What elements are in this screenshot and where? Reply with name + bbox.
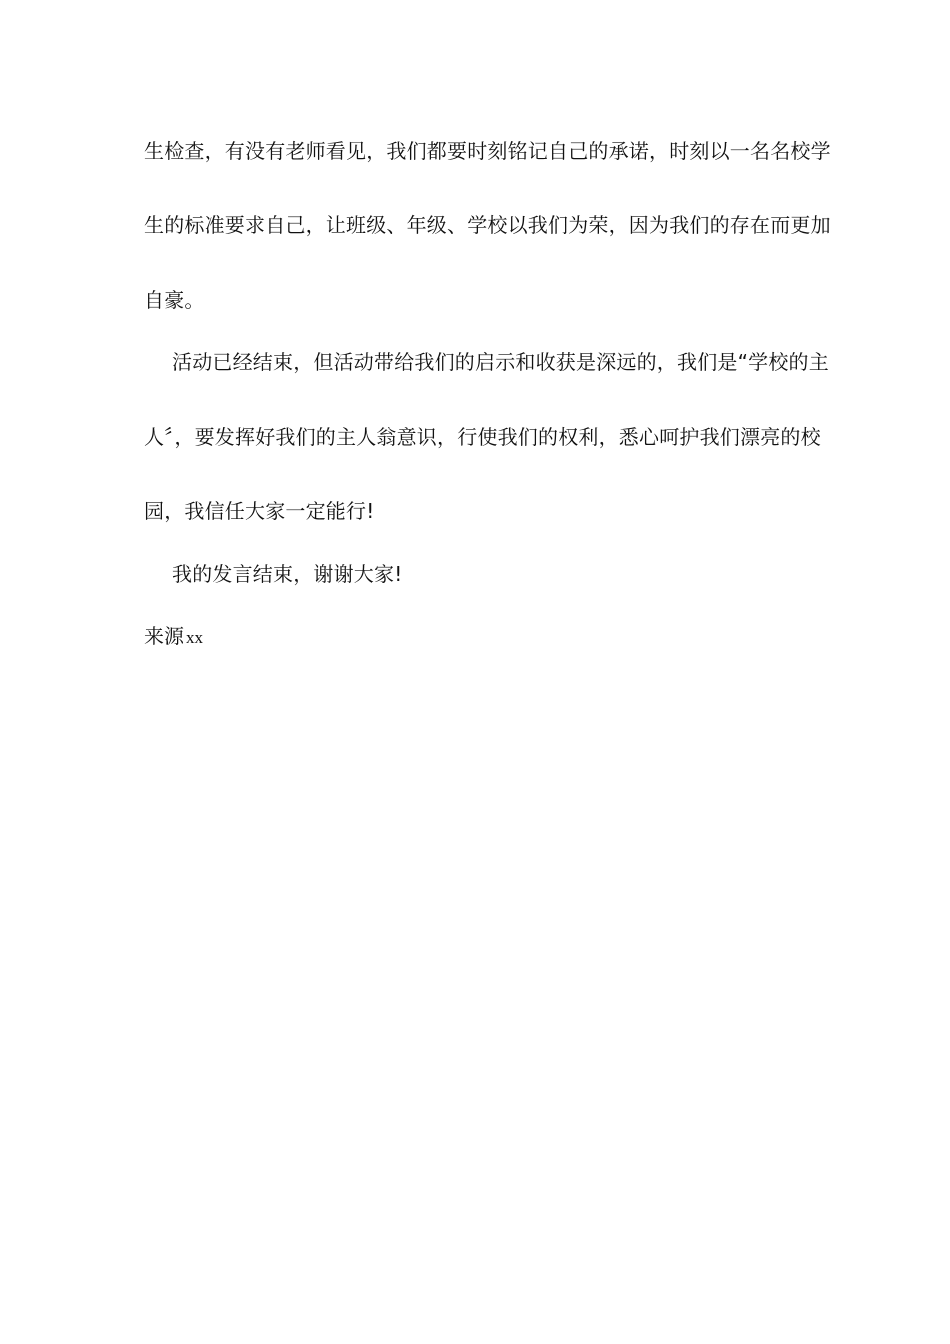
source-value: xx — [186, 628, 203, 647]
paragraph-line-3: 自豪。 — [144, 288, 205, 312]
closing-line: 我的发言结束，谢谢大家! — [172, 562, 403, 586]
paragraph-line-2: 生的标准要求自己，让班级、年级、学校以我们为荣，因为我们的存在而更加 — [144, 213, 831, 237]
source-label: 来源 — [144, 624, 184, 648]
source-line — [144, 624, 203, 650]
paragraph-line-6: 园，我信任大家一定能行! — [144, 499, 375, 523]
paragraph-line-1: 生检查，有没有老师看见，我们都要时刻铭记自己的承诺，时刻以一名名校学 — [144, 139, 831, 163]
paragraph-line-4: 活动已经结束，但活动带给我们的启示和收获是深远的，我们是“学校的主 — [172, 350, 829, 374]
paragraph-line-5: 人〞，要发挥好我们的主人翁意识，行使我们的权利，悉心呵护我们漂亮的校 — [144, 425, 821, 449]
